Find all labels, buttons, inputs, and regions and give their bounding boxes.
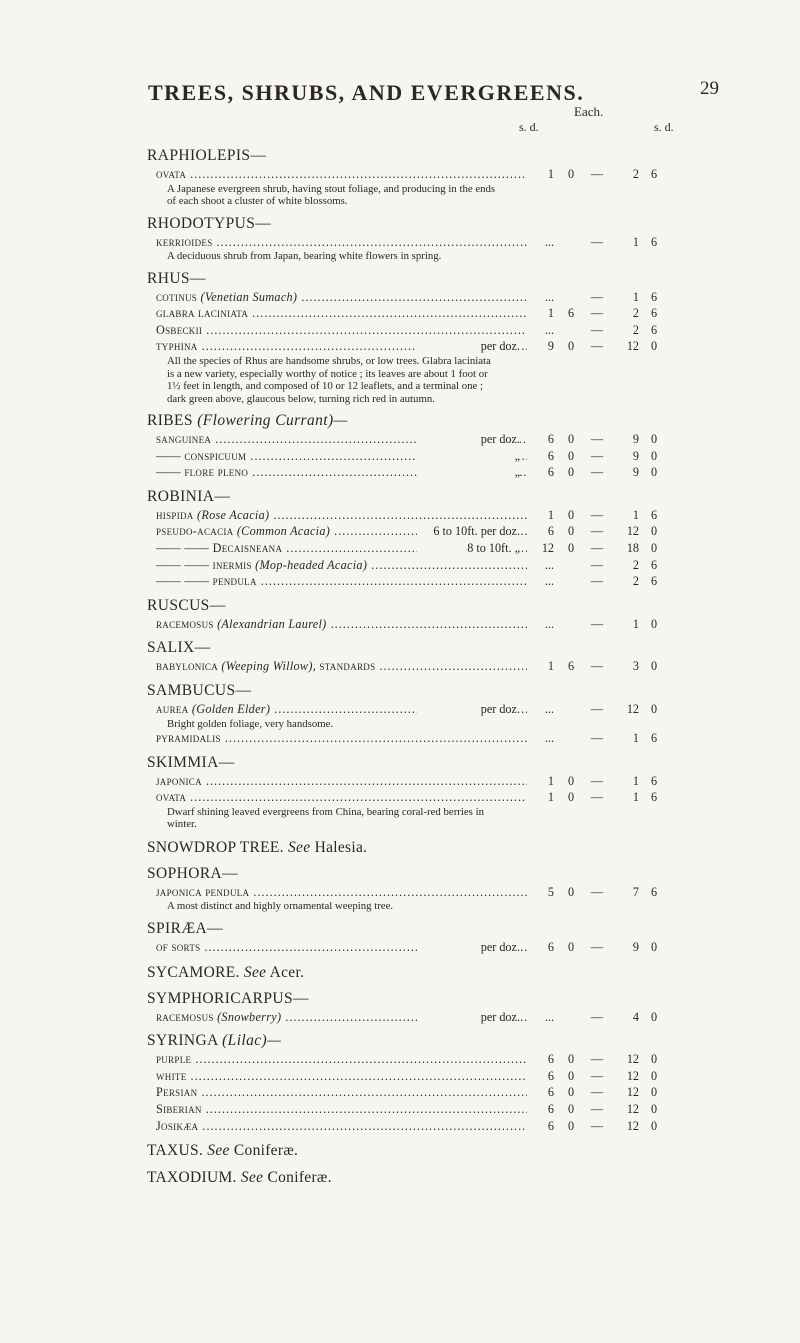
item-name: Osbeckii ..... <box>156 322 527 339</box>
price-high-pence: 0 <box>650 1052 658 1067</box>
catalogue-section <box>147 863 737 913</box>
price-low-pence: 0 <box>567 167 575 181</box>
price-high-pence: 0 <box>650 1068 658 1083</box>
item-common-name: (Mop-headed Acacia) <box>255 557 368 572</box>
price-high-shillings: 9 <box>632 432 639 447</box>
item-name: kerrioides ..... <box>156 234 527 251</box>
section-title: SALIX— <box>147 639 211 657</box>
price-row <box>147 701 737 718</box>
price-high-pence: 0 <box>650 939 658 954</box>
price-high-shillings: 2 <box>632 322 639 337</box>
price-low-shillings: 12 <box>541 541 554 556</box>
price-dash: — <box>590 234 604 249</box>
price-low-shillings: ... <box>544 234 554 249</box>
see-label: See <box>207 1142 230 1160</box>
price-high-shillings: 9 <box>632 939 639 954</box>
price-low-pence: 0 <box>567 339 575 354</box>
item-name: racemosus (Alexandrian Laurel) ..... <box>156 616 527 633</box>
price-high-shillings: 1 <box>632 790 639 805</box>
price-low-shillings: ... <box>544 289 554 304</box>
item-unit: per doz. <box>417 701 520 718</box>
catalogue-section <box>147 595 737 633</box>
section-common-name: (Flowering Currant)— <box>197 412 348 430</box>
price-low-shillings: ... <box>544 731 554 746</box>
item-unit: per doz. <box>417 939 520 956</box>
price-dash: — <box>590 524 604 539</box>
item-common-name: (Venetian Sumach) <box>200 289 298 304</box>
cross-reference: TAXODIUM. See Coniferæ. <box>147 1169 332 1187</box>
price-dash: — <box>590 306 604 321</box>
price-high-pence: 6 <box>650 557 658 572</box>
price-high-shillings: 7 <box>632 884 639 899</box>
page-title: TREES, SHRUBS, AND EVERGREENS. <box>148 80 585 105</box>
price-high-pence: 6 <box>650 507 658 522</box>
item-name: pyramidalis ..... <box>156 730 527 747</box>
price-row <box>147 289 737 306</box>
price-row <box>147 1118 737 1135</box>
price-low-pence: 0 <box>567 939 575 954</box>
price-high-pence: 0 <box>650 1009 658 1024</box>
price-row <box>147 322 737 339</box>
price-high-pence: 0 <box>650 659 658 674</box>
price-dash: — <box>590 702 604 716</box>
price-row <box>147 773 737 790</box>
price-low-pence: 0 <box>567 541 575 556</box>
section-title: SKIMMIA— <box>147 753 235 771</box>
price-high-pence: 6 <box>650 790 658 805</box>
see-label: See <box>240 1169 264 1187</box>
price-row <box>147 540 737 557</box>
price-dash: — <box>590 616 604 631</box>
section-title: RIBES (Flowering Currant)— <box>147 412 348 430</box>
price-low-shillings: ... <box>544 616 554 631</box>
see-label: See <box>288 838 311 856</box>
catalogue-section <box>147 637 737 675</box>
section-common-name: (Lilac)— <box>222 1032 282 1050</box>
catalogue-section <box>147 1140 737 1161</box>
price-dash: — <box>590 541 604 556</box>
price-row <box>147 1101 737 1118</box>
price-row <box>147 1068 737 1085</box>
item-name: sanguinea ..... <box>156 431 527 448</box>
price-high-shillings: 12 <box>626 1068 639 1083</box>
price-high-shillings: 1 <box>632 289 639 304</box>
price-high-pence: 0 <box>650 432 658 447</box>
price-low-shillings: 6 <box>547 1068 554 1083</box>
price-dash: — <box>590 289 604 304</box>
catalogue-section <box>147 962 737 983</box>
price-high-shillings: 1 <box>632 234 639 249</box>
section-title: RAPHIOLEPIS— <box>147 147 267 164</box>
section-note: Bright golden foliage, very handsome. <box>167 717 334 730</box>
price-high-shillings: 1 <box>632 507 639 522</box>
price-low-shillings: ... <box>544 557 554 572</box>
item-name: racemosus (Snowberry) ..... <box>156 1009 527 1026</box>
item-name: —— —— Decaisneana ..... <box>156 540 527 557</box>
price-high-pence: 6 <box>650 306 658 321</box>
item-name: aurea (Golden Elder) ..... <box>156 701 527 718</box>
price-row <box>147 557 737 574</box>
item-name: cotinus (Venetian Sumach) ..... <box>156 289 527 306</box>
price-low-shillings: 6 <box>547 465 554 480</box>
price-dash: — <box>590 432 604 447</box>
price-high-pence: 0 <box>650 465 658 480</box>
price-low-shillings: ... <box>544 574 554 589</box>
price-high-pence: 6 <box>650 731 658 746</box>
item-common-name: (Weeping Willow), <box>221 659 317 674</box>
price-high-shillings: 12 <box>626 339 639 354</box>
price-low-pence: 0 <box>567 773 575 788</box>
price-low-shillings: ... <box>544 322 554 337</box>
price-high-shillings: 2 <box>632 557 639 572</box>
item-common-name: (Snowberry) <box>217 1009 282 1024</box>
price-high-shillings: 9 <box>632 465 639 480</box>
section-title: RUSCUS— <box>147 596 226 614</box>
item-name: ovata ..... <box>156 789 527 806</box>
item-unit: per doz. <box>417 431 520 448</box>
cross-reference: TAXUS. See Coniferæ. <box>147 1142 299 1160</box>
price-dash: — <box>590 1085 604 1100</box>
price-high-pence: 0 <box>650 616 658 631</box>
price-header-sd-left: s. d. <box>519 120 539 134</box>
price-row <box>147 730 737 747</box>
cross-reference: SYCAMORE. See Acer. <box>147 963 305 981</box>
price-dash: — <box>590 884 604 899</box>
price-row <box>147 1051 737 1068</box>
price-high-pence: 0 <box>650 339 658 354</box>
price-row <box>147 523 737 540</box>
item-name: —— —— pendula ..... <box>156 573 527 590</box>
section-note: Dwarf shining leaved evergreens from China, bearing coral-red berries in winter. <box>167 805 484 831</box>
item-name: babylonica (Weeping Willow), standards ..... <box>156 658 527 675</box>
price-high-shillings: 2 <box>632 306 639 321</box>
price-high-shillings: 1 <box>632 773 639 788</box>
price-low-shillings: 1 <box>547 773 554 788</box>
price-low-pence: 0 <box>567 1118 575 1133</box>
price-row <box>147 507 737 524</box>
price-low-pence: 0 <box>567 884 575 899</box>
price-dash: — <box>590 465 604 480</box>
price-high-pence: 0 <box>650 541 658 556</box>
price-row <box>147 1084 737 1101</box>
catalogue-section <box>147 918 737 956</box>
price-high-pence: 6 <box>650 167 658 181</box>
price-high-pence: 6 <box>650 234 658 249</box>
price-high-pence: 6 <box>650 322 658 337</box>
price-low-shillings: 6 <box>547 448 554 463</box>
price-row <box>147 616 737 633</box>
price-row <box>147 658 737 675</box>
item-name: —— flore pleno ..... <box>156 464 527 481</box>
price-dash: — <box>590 939 604 954</box>
price-dash: — <box>590 167 604 181</box>
price-low-shillings: ... <box>544 702 554 716</box>
price-low-pence: 0 <box>567 790 575 805</box>
item-name: white ..... <box>156 1068 527 1085</box>
item-name: glabra laciniata ..... <box>156 305 527 322</box>
item-name: typhina ..... <box>156 338 527 355</box>
price-high-shillings: 2 <box>632 574 639 589</box>
price-low-shillings: 6 <box>547 1085 554 1100</box>
price-dash: — <box>590 1009 604 1024</box>
price-dash: — <box>590 557 604 572</box>
catalogue-section <box>147 410 737 481</box>
price-low-shillings: 1 <box>547 659 554 674</box>
section-title: SPIRÆA— <box>147 919 224 937</box>
price-dash: — <box>590 339 604 354</box>
price-dash: — <box>590 574 604 589</box>
catalogue-section <box>147 752 737 831</box>
price-dash: — <box>590 448 604 463</box>
price-row <box>147 789 737 806</box>
section-title: RHUS— <box>147 269 206 287</box>
item-unit: „ <box>417 448 520 465</box>
price-high-shillings: 3 <box>632 659 639 674</box>
price-row <box>147 234 737 251</box>
price-low-shillings: 1 <box>547 507 554 522</box>
price-dash: — <box>590 1068 604 1083</box>
price-high-shillings: 1 <box>632 616 639 631</box>
price-high-shillings: 12 <box>626 702 639 716</box>
price-high-pence: 0 <box>650 702 658 716</box>
price-low-shillings: 9 <box>547 339 554 354</box>
price-header-sd-right: s. d. <box>654 120 674 134</box>
item-name: pseudo-acacia (Common Acacia) ..... <box>156 523 527 540</box>
price-low-shillings: 6 <box>547 939 554 954</box>
catalogue-section <box>147 268 737 405</box>
price-high-shillings: 12 <box>626 1101 639 1116</box>
section-title: SYMPHORICARPUS— <box>147 989 309 1007</box>
price-low-pence: 0 <box>567 448 575 463</box>
price-high-shillings: 1 <box>632 731 639 746</box>
price-row <box>147 884 737 901</box>
price-low-shillings: 1 <box>547 790 554 805</box>
price-low-shillings: 6 <box>547 524 554 539</box>
price-high-pence: 0 <box>650 1101 658 1116</box>
price-row <box>147 464 737 481</box>
section-note: A Japanese evergreen shrub, having stout foliage, and producing in the ends of each shoot a cluster of white blossoms. <box>167 182 496 208</box>
price-low-pence: 0 <box>567 1101 575 1116</box>
see-label: See <box>243 963 267 981</box>
price-high-shillings: 18 <box>626 541 639 556</box>
catalogue-section <box>147 680 737 747</box>
price-high-pence: 0 <box>650 1118 658 1133</box>
section-title: SOPHORA— <box>147 864 239 882</box>
price-low-shillings: 6 <box>547 1118 554 1133</box>
price-low-shillings: 6 <box>547 1101 554 1116</box>
price-low-pence: 0 <box>567 465 575 480</box>
item-name: japonica ..... <box>156 773 527 790</box>
price-low-pence: 0 <box>567 1068 575 1083</box>
item-name: of sorts ..... <box>156 939 527 956</box>
price-dash: — <box>590 790 604 805</box>
catalogue-list <box>147 140 737 1188</box>
section-title: RHODOTYPUS— <box>147 214 272 232</box>
price-high-pence: 6 <box>650 773 658 788</box>
price-low-shillings: 1 <box>547 306 554 321</box>
section-title: SYRINGA (Lilac)— <box>147 1032 282 1050</box>
price-dash: — <box>590 773 604 788</box>
item-common-name: (Common Acacia) <box>236 524 331 539</box>
section-title: SAMBUCUS— <box>147 682 252 699</box>
item-name: Siberian ..... <box>156 1101 527 1118</box>
price-dash: — <box>590 322 604 337</box>
item-unit: per doz. <box>417 338 520 355</box>
item-unit: per doz. <box>417 1009 520 1026</box>
price-low-pence: 0 <box>567 524 575 539</box>
price-high-shillings: 12 <box>626 1052 639 1067</box>
price-low-pence: 0 <box>567 432 575 447</box>
price-low-pence: 0 <box>567 507 575 522</box>
price-row <box>147 1009 737 1026</box>
page-number: 29 <box>700 78 719 99</box>
item-common-name: (Golden Elder) <box>191 702 271 716</box>
section-note: All the species of Rhus are handsome shrubs, or low trees. Glabra laciniata is a new variety, especially worthy of notice ; its leaves are about 1 foot or 1½ feet in length, and composed of 10 or 12 leaflets, and a terminal one ; dark green above, glaucous below, turning rich red in autumn. <box>167 355 491 405</box>
price-high-shillings: 4 <box>632 1009 639 1024</box>
catalogue-section <box>147 213 737 263</box>
price-high-pence: 6 <box>650 289 658 304</box>
price-row <box>147 939 737 956</box>
catalogue-section <box>147 486 737 590</box>
price-row <box>147 166 737 183</box>
item-name: —— —— inermis (Mop-headed Acacia) ..... <box>156 557 527 574</box>
price-low-shillings: 6 <box>547 1052 554 1067</box>
price-low-shillings: 5 <box>547 884 554 899</box>
price-row <box>147 431 737 448</box>
price-row <box>147 573 737 590</box>
price-dash: — <box>590 1118 604 1133</box>
item-name: hispida (Rose Acacia) ..... <box>156 507 527 524</box>
price-row <box>147 448 737 465</box>
price-row <box>147 338 737 355</box>
section-note: A deciduous shrub from Japan, bearing white flowers in spring. <box>167 250 442 263</box>
catalogue-section <box>147 837 737 858</box>
item-name: Josikæa ..... <box>156 1118 527 1135</box>
cross-reference: SNOWDROP TREE. See Halesia. <box>147 838 368 856</box>
price-high-shillings: 12 <box>626 1085 639 1100</box>
price-high-pence: 0 <box>650 448 658 463</box>
catalogue-section <box>147 145 737 208</box>
item-name: purple ..... <box>156 1051 527 1068</box>
item-name: japonica pendula ..... <box>156 884 527 901</box>
price-low-pence: 6 <box>567 306 575 321</box>
item-name: ovata ..... <box>156 166 527 183</box>
price-low-pence: 0 <box>567 1052 575 1067</box>
item-unit: 8 to 10ft. „ <box>417 540 520 557</box>
price-high-pence: 6 <box>650 884 658 899</box>
price-high-pence: 6 <box>650 574 658 589</box>
price-low-pence: 6 <box>567 659 575 674</box>
catalogue-section <box>147 1030 737 1134</box>
price-low-shillings: 6 <box>547 432 554 447</box>
price-dash: — <box>590 1101 604 1116</box>
price-dash: — <box>590 507 604 522</box>
item-unit: 6 to 10ft. per doz. <box>417 523 520 540</box>
catalogue-section <box>147 988 737 1026</box>
price-header-each: Each. <box>574 104 604 119</box>
item-unit: „ <box>417 464 520 481</box>
price-low-shillings: ... <box>544 1009 554 1024</box>
price-dash: — <box>590 659 604 674</box>
section-note: A most distinct and highly ornamental weeping tree. <box>167 900 394 913</box>
price-dash: — <box>590 731 604 746</box>
catalogue-section <box>147 1167 737 1188</box>
price-high-shillings: 9 <box>632 448 639 463</box>
item-common-name: (Rose Acacia) <box>196 507 270 522</box>
section-title: ROBINIA— <box>147 487 231 505</box>
price-low-pence: 0 <box>567 1085 575 1100</box>
item-name: —— conspicuum ..... <box>156 448 527 465</box>
item-common-name: (Alexandrian Laurel) <box>217 616 327 631</box>
price-high-shillings: 12 <box>626 524 639 539</box>
price-high-pence: 0 <box>650 1085 658 1100</box>
item-name: Persian ..... <box>156 1084 527 1101</box>
price-row <box>147 305 737 322</box>
price-high-shillings: 2 <box>632 167 639 181</box>
price-high-pence: 0 <box>650 524 658 539</box>
price-high-shillings: 12 <box>626 1118 639 1133</box>
price-dash: — <box>590 1052 604 1067</box>
price-low-shillings: 1 <box>547 167 554 181</box>
